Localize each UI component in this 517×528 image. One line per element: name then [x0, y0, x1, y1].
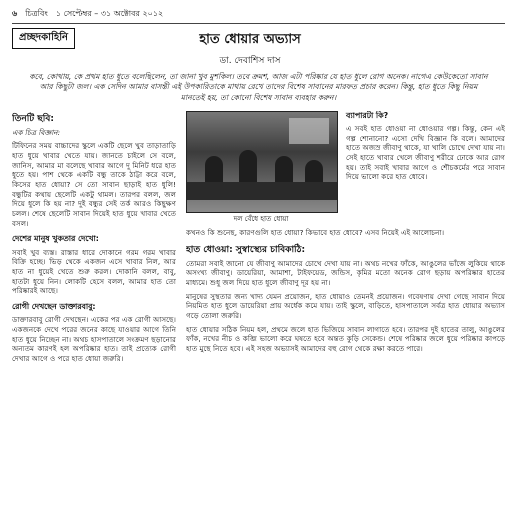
side-text: এ সবই হাত ধোওয়া না ধোওয়ার গল্প। কিন্তু, কেন এই গল্প শোনানো? এসো দেখি বিজ্ঞান কি বলে। আমাদের হাতে অজস্র জীবাণু থাকে, যা খালি চোখে দেখা যায় না। সেই হাতে খাবার খেলে জীবাণু শরীরে ঢোকে আর রোগ হয়। তাই সবাই খাবার আগে ও শৌচকর্মের পরে সাবান দিয়ে ভালো করে হাত ধোবে।: [346, 124, 505, 182]
left-subheading-3: রোগী দেখছেন ডাক্তারবাবু:: [12, 301, 96, 311]
article-author: ডা. দেবাশিস দাস: [219, 56, 281, 66]
photo-caption: দল বেঁধে হাত ধোয়া: [233, 214, 289, 223]
handwashing-photo: [186, 111, 338, 213]
article-intro: কবে, কোথায়, কে প্রথম হাত ধুতে বলেছিলেন, তা জানা খুব মুশকিল। তবে ক্রমশ, আজ এটা পরিষ্কার যে হাত ধুলে রোগ অনেক। নাগেএ কেউকেতো সাবান আর কিছুটা জল। এক সেদিন আমার বাসন্তী এই উপকারিতাকে মাথায় রেখে তাদের বিশেষ সাবানের মারফত প্রচার করেন। কিন্তু, হাত ধুতে কিছু নিয়ম মানতেই হয়, তা কোনো বিশেষ সাবান ব্যবহার করুন।: [29, 72, 488, 102]
photo-row: [186, 111, 505, 224]
date-range: ১ সেপ্টেম্বর – ৩১ অক্টোবর ২০১২: [55, 8, 164, 18]
page-header: [12, 8, 505, 20]
right-para-b: মানুষের সুস্থতার জন্য খাদ্য যেমন প্রয়োজন, হাত ধোয়াও তেমনই প্রয়োজন। গবেষণায় দেখা গেছে সাবান দিয়ে নিয়মিত হাত ধুলে ডায়েরিয়া প্রায় অর্ধেক কমে যায়। তাই স্কুলে, বাড়িতে, হাসপাতালে সর্বত্র হাত ধোয়ার অভ্যাস গড়ে তোলা জরুরি।: [186, 291, 505, 321]
left-heading: তিনটি ছবি:: [12, 113, 54, 124]
photo-window: [289, 118, 329, 144]
article-columns: [12, 111, 505, 528]
right-heading-2: হাত ধোওয়া: সুস্বাস্থ্যের চাবিকাঠি:: [186, 244, 306, 255]
left-subheading-2: দেশের মানুষ খুকতার দেখো:: [12, 234, 99, 244]
right-column: [186, 111, 505, 528]
side-heading: ব্যাপারটা কি?: [346, 110, 389, 120]
article-top: [12, 28, 505, 68]
left-subtitle: এক চিত্র বিজ্ঞান:: [12, 127, 61, 137]
header-rule: [12, 23, 505, 24]
right-para-c: হাত ধোয়ার সঠিক নিয়ম হল, প্রথমে জলে হাত ভিজিয়ে সাবান লাগাতে হবে। তারপর দুই হাতের তালু, আঙুলের ফাঁক, নখের নীচ ও কব্জি ভালো করে ঘষতে হবে অন্তত কুড়ি সেকেন্ড। শেষে পরিষ্কার জলে ধুয়ে পরিষ্কার কাপড়ে হাত মুছে নিতে হবে। এই সহজ অভ্যাসই আমাদের বহু রোগ থেকে রক্ষা করতে পারে।: [186, 324, 505, 353]
page-number: ৬: [12, 8, 18, 18]
right-continuation: কখনও কি শুনেছ, কারণগুলি হাত ধোয়া? কিভাবে হাত ধোবে? এসব নিয়েই এই আলোচনা।: [186, 228, 445, 238]
section-name: চিত্রবিং: [25, 8, 48, 18]
photo-basin: [187, 182, 337, 200]
photo-block: [186, 111, 338, 224]
right-para-a: তোমরা সবাই জানো যে জীবাণু আমাদের চোখে দেখা যায় না। অথচ নখের ফাঁকে, আঙুলের ভাঁজে লুকিয়ে থাকে অসংখ্য জীবাণু। ডায়েরিয়া, আমাশা, টাইফয়েড, জন্ডিস, কৃমির মতো অনেক রোগ ছড়ায় অপরিষ্কার হাতের মাধ্যমে। শুধু জল দিয়ে হাত ধুলে জীবাণু দূর হয় না।: [186, 258, 505, 288]
title-block: [85, 28, 415, 68]
left-para-2: সবাই খুব ব্যস্ত। রাস্তার ধারে দোকানে গরম গরম খাবার বিক্রি হচ্ছে। ভিড় থেকে একজন এসে খাবার নিল, আর হাত না ধুয়েই খেতে শুরু করল। দোকানি বলল, বাবু, হাতটা ধুয়ে নিন। লোকটি হেসে বলল, আমার হাত তো পরিষ্কারই আছে।: [12, 247, 176, 296]
section-tag: প্রচ্ছদকাহিনি: [12, 28, 75, 49]
left-para-3: ডাক্তারবাবু রোগী দেখছেন। একের পর এক রোগী আসছে। একজনকে দেখে পরের জনের কাছে যাওয়ার আগে তিনি হাত ধুয়ে নিচ্ছেন না। অথচ হাসপাতালে সংক্রমণ ছড়ানোর অন্যতম কারণই হল অপরিষ্কার হাত। তাই প্রত্যেক রোগী দেখার আগে ও পরে হাত ধোয়া জরুরি।: [12, 315, 176, 363]
article-title: হাত ধোয়ার অভ্যাস: [199, 32, 301, 47]
side-box: [346, 111, 505, 224]
left-column: [12, 111, 176, 528]
left-para-1: টিফিনের সময় বাচ্চাদের স্কুলে একটি ছেলে খুব তাড়াতাড়ি হাত ধুয়ে খাবার খেতে যায়। জানতে চাইলে সে বলে, জানিস, আমার মা বলেছে খাবার আগে দু মিনিট ধরে হাত ধুতে হয়। পাশ থেকে একটি বন্ধু তাকে ঠাট্টা করে বলে, কিসের হাত ধোয়া? সে তো সাবান ছাড়াই হাত ধুলি! বন্ধুটির কথায় ছেলেটি একটু থামল। তারপর বলল, জল দিয়ে ধুলে কি হয় না? দুই বন্ধুর সেই তর্ক আরও কিছুক্ষণ চলল। শেষে ছেলেটি সাবান দিয়েই হাত ধুয়ে খাবার খেতে বসল।: [12, 141, 176, 228]
